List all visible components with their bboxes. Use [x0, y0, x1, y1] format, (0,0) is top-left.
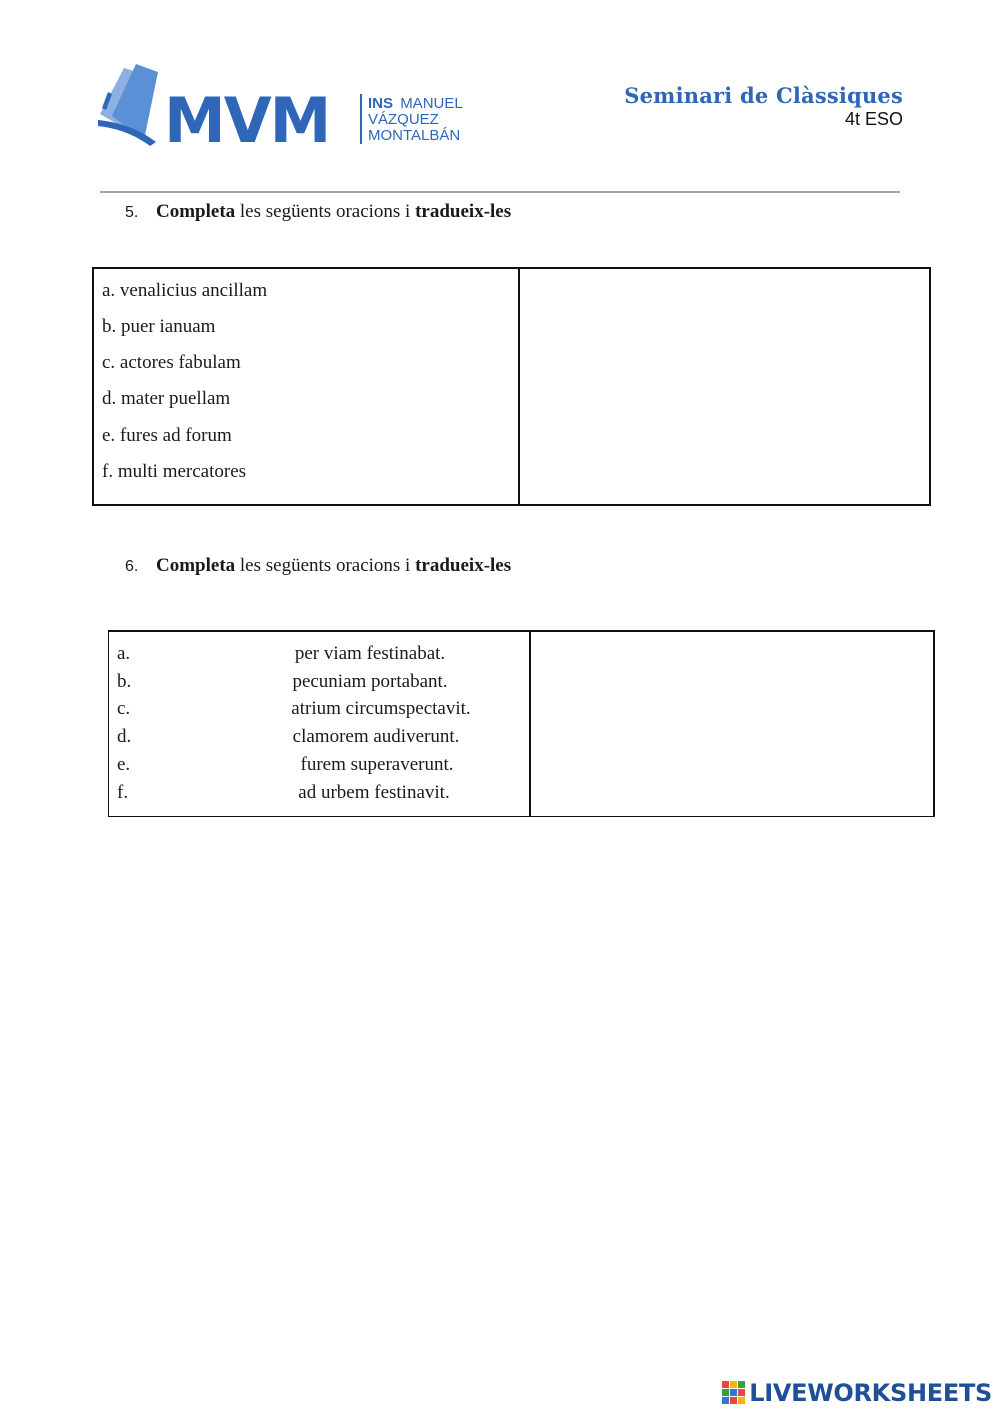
row-letter: c.: [117, 698, 131, 719]
logo-acronym: MVM: [164, 84, 330, 154]
course-label: 4t ESO: [844, 109, 903, 129]
book-icon: [98, 64, 158, 146]
logo-line2: VÁZQUEZ: [368, 111, 439, 128]
department-title: Seminari de Clàssiques: [624, 83, 903, 108]
table-row: [117, 671, 527, 697]
table-row: e. fures ad forum: [102, 425, 232, 446]
table-row: f. multi mercatores: [102, 461, 247, 482]
liveworksheets-logo-icon: [722, 1381, 746, 1405]
instruction-bold: Completa: [156, 201, 236, 222]
sentence-text: per viam festinabat.: [294, 643, 446, 664]
header-divider: [100, 191, 900, 193]
translation-answer-area[interactable]: [520, 269, 929, 504]
instruction-bold: tradueix-les: [415, 201, 512, 222]
exercise-6-title: [125, 555, 511, 577]
table-row: [117, 698, 527, 724]
school-logo: [98, 62, 478, 154]
sentence-text: clamorem audiverunt.: [292, 726, 460, 747]
table-row: d. mater puellam: [102, 388, 231, 409]
liveworksheets-brand: [722, 1378, 992, 1408]
table-row: [117, 782, 527, 808]
instruction-bold: tradueix-les: [415, 555, 512, 576]
row-letter: b.: [117, 671, 132, 692]
instruction-bold: Completa: [156, 555, 236, 576]
table-row: c. actores fabulam: [102, 352, 241, 373]
exercise-5-table: [92, 267, 931, 506]
row-letter: d.: [117, 726, 132, 747]
sentence-text: atrium circumspectavit.: [291, 698, 471, 719]
sentence-text: pecuniam portabant.: [292, 671, 448, 692]
exercise-6-table: [108, 630, 935, 817]
sentence-text: ad urbem festinavit.: [298, 782, 450, 803]
exercise-number: 6.: [125, 558, 139, 575]
logo-line3: MONTALBÁN: [368, 127, 461, 144]
table-row: [117, 726, 527, 752]
sentence-text: furem superaverunt.: [300, 754, 454, 775]
row-letter: f.: [117, 782, 129, 803]
row-letter: a.: [117, 643, 131, 664]
table-row: [117, 643, 527, 669]
logo-ins: INS: [368, 95, 394, 112]
brand-name: LIVEWORKSHEETS: [749, 1379, 992, 1407]
exercise-number: 5.: [125, 204, 139, 221]
instruction-text: les següents oracions i: [235, 201, 416, 222]
instruction-text: les següents oracions i: [235, 555, 416, 576]
table-row: a. venalicius ancillam: [102, 280, 268, 301]
table-row: b. puer ianuam: [102, 316, 216, 337]
svg-text:INS MANUEL: [368, 95, 463, 112]
exercise-5-title: [125, 201, 511, 223]
table-row: [117, 754, 527, 780]
translation-answer-area[interactable]: [531, 632, 933, 816]
logo-line1: MANUEL: [400, 95, 463, 112]
row-letter: e.: [117, 754, 131, 775]
